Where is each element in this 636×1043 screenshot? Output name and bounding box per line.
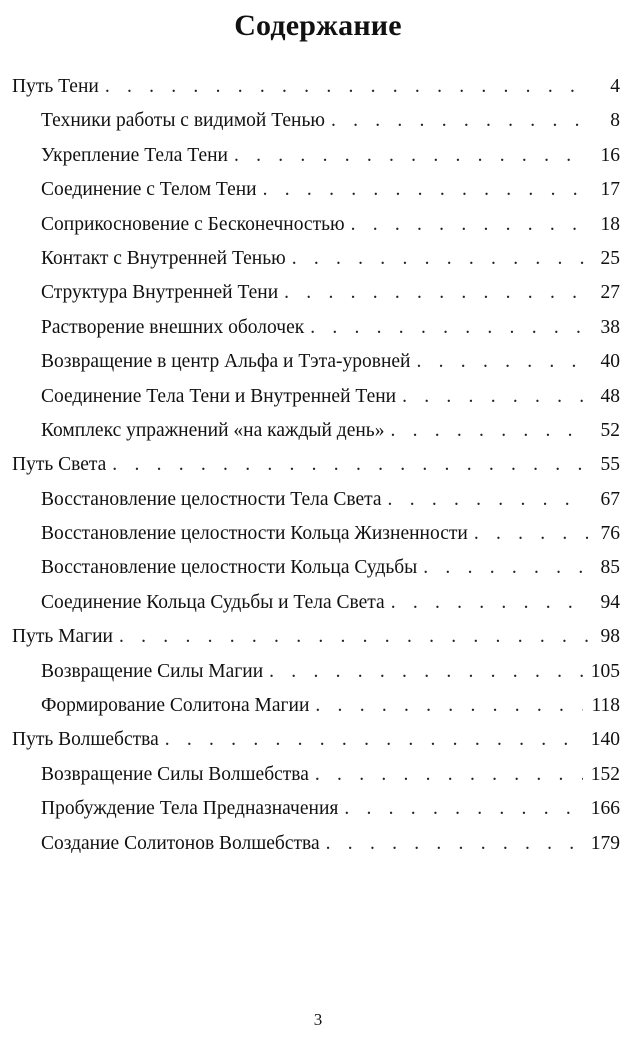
toc-subsection-entry [12, 483, 620, 517]
toc-entry-page-number: 105 [590, 660, 620, 682]
toc-entry-title: Восстановление целостности Кольца Жизненности [41, 523, 468, 545]
toc-section-entry [12, 70, 620, 104]
toc-subsection-entry [12, 758, 620, 792]
toc-entry-page-number: 18 [600, 213, 620, 235]
toc-dot-leader [423, 551, 588, 585]
toc-entry-page-number: 55 [600, 454, 620, 476]
toc-entry-title: Контакт с Внутренней Тенью [41, 247, 286, 269]
toc-entry-page-number: 48 [600, 385, 620, 407]
toc-dot-leader [105, 70, 588, 104]
page-number: 3 [313, 1010, 323, 1029]
toc-subsection-entry [12, 276, 620, 310]
toc-entry-page-number: 118 [591, 695, 620, 717]
toc-entry-page-number: 179 [590, 832, 620, 854]
toc-section-entry [12, 723, 620, 757]
toc-entry-title: Соединение с Телом Тени [41, 179, 257, 201]
toc-dot-leader [284, 276, 588, 310]
toc-entry-title: Соединение Кольца Судьбы и Тела Света [41, 591, 385, 613]
toc-subsection-entry [12, 380, 620, 414]
toc-entry-title: Создание Солитонов Волшебства [41, 832, 320, 854]
toc-subsection-entry [12, 827, 620, 861]
toc-entry-page-number: 94 [600, 591, 620, 613]
toc-entry-page-number: 38 [600, 316, 620, 338]
toc-dot-leader [388, 483, 588, 517]
toc-subsection-entry [12, 414, 620, 448]
toc-subsection-entry [12, 104, 620, 138]
toc-entry-page-number: 8 [610, 110, 620, 132]
toc-subsection-entry [12, 139, 620, 173]
toc-entry-page-number: 52 [600, 419, 620, 441]
toc-dot-leader [315, 758, 583, 792]
toc-dot-leader [310, 311, 588, 345]
toc-subsection-entry [12, 655, 620, 689]
toc-dot-leader [119, 620, 588, 654]
toc-entry-page-number: 85 [600, 557, 620, 579]
toc-entry-page-number: 25 [600, 247, 620, 269]
toc-entry-page-number: 16 [600, 144, 620, 166]
toc-section-entry [12, 620, 620, 654]
toc-entry-page-number: 166 [590, 798, 620, 820]
toc-entry-title: Путь Волшебства [12, 729, 159, 751]
toc-dot-leader [165, 723, 583, 757]
toc-entry-title: Соединение Тела Тени и Внутренней Тени [41, 385, 397, 407]
toc-entry-title: Возвращение в центр Альфа и Тэта-уровней [41, 351, 411, 373]
toc-dot-leader [269, 655, 583, 689]
toc-entry-page-number: 27 [600, 282, 620, 304]
toc-dot-leader [351, 208, 588, 242]
toc-entry-title: Возвращение Силы Волшебства [41, 763, 309, 785]
toc-dot-leader [402, 380, 588, 414]
toc-subsection-entry [12, 551, 620, 585]
page-title: Содержание [234, 9, 402, 42]
toc-dot-leader [326, 827, 583, 861]
toc-entry-title: Путь Света [12, 454, 107, 476]
toc-entry-page-number: 17 [600, 179, 620, 201]
toc-entry-page-number: 76 [600, 523, 620, 545]
toc-dot-leader [390, 414, 588, 448]
toc-dot-leader [474, 517, 588, 551]
toc-entry-title: Соприкосновение с Бесконечностью [41, 213, 345, 235]
toc-entry-title: Укрепление Тела Тени [41, 144, 228, 166]
toc-entry-title: Комплекс упражнений «на каждый день» [41, 419, 385, 441]
toc-entry-page-number: 140 [590, 729, 620, 751]
toc-subsection-entry [12, 586, 620, 620]
toc-entry-title: Формирование Солитона Магии [41, 695, 310, 717]
toc-entry-title: Путь Магии [12, 626, 113, 648]
table-of-contents [12, 70, 620, 861]
toc-entry-title: Техники работы с видимой Тенью [41, 110, 325, 132]
toc-entry-page-number: 4 [610, 76, 620, 97]
toc-dot-leader [391, 586, 588, 620]
toc-entry-page-number: 67 [600, 488, 620, 510]
toc-entry-title: Возвращение Силы Магии [41, 660, 264, 682]
toc-subsection-entry [12, 792, 620, 826]
toc-entry-title: Восстановление целостности Кольца Судьбы [41, 557, 418, 579]
toc-entry-title: Путь Тени [12, 76, 99, 97]
toc-entry-title: Растворение внешних оболочек [41, 316, 305, 338]
toc-dot-leader [417, 345, 589, 379]
toc-entry-page-number: 152 [590, 763, 620, 785]
toc-dot-leader [112, 448, 588, 482]
toc-dot-leader [263, 173, 588, 207]
toc-entry-title: Пробуждение Тела Предназначения [41, 798, 339, 820]
toc-dot-leader [344, 792, 582, 826]
toc-subsection-entry [12, 345, 620, 379]
toc-subsection-entry [12, 689, 620, 723]
toc-section-entry [12, 448, 620, 482]
toc-dot-leader [292, 242, 588, 276]
toc-entry-page-number: 98 [600, 626, 620, 648]
toc-dot-leader [331, 104, 588, 138]
toc-subsection-entry [12, 242, 620, 276]
toc-subsection-entry [12, 208, 620, 242]
toc-dot-leader [315, 689, 583, 723]
toc-entry-title: Восстановление целостности Тела Света [41, 488, 382, 510]
toc-subsection-entry [12, 311, 620, 345]
toc-dot-leader [234, 139, 588, 173]
toc-entry-title: Структура Внутренней Тени [41, 282, 279, 304]
toc-entry-page-number: 40 [600, 351, 620, 373]
toc-subsection-entry [12, 173, 620, 207]
toc-subsection-entry [12, 517, 620, 551]
